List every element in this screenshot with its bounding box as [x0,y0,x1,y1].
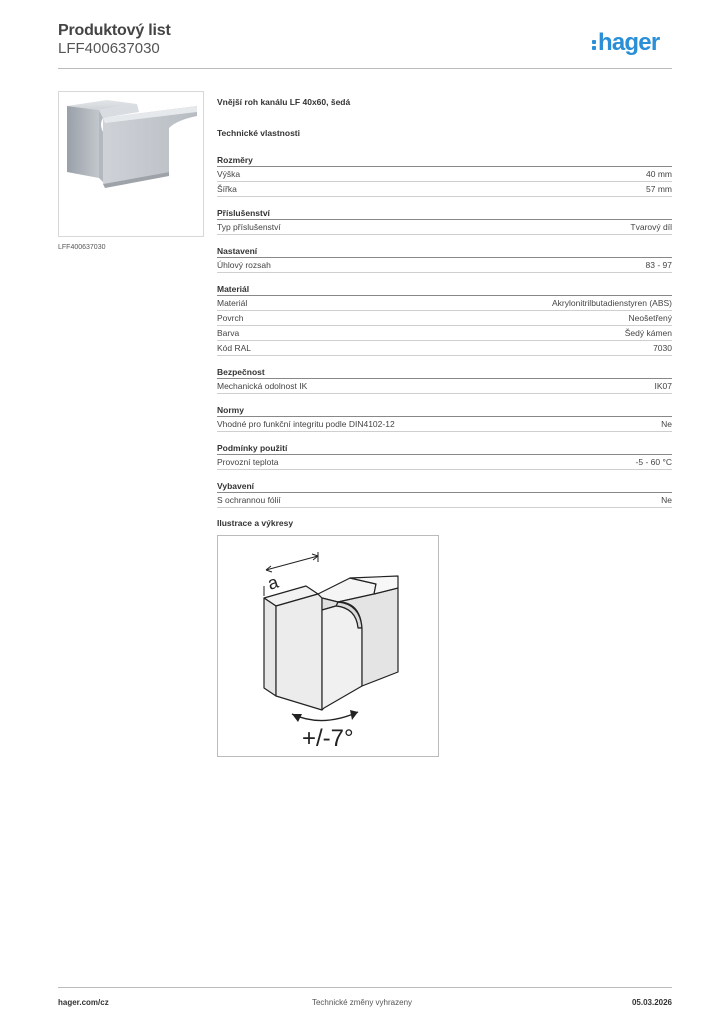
property-row [217,379,672,394]
property-row [217,493,672,508]
property-label: Provozní teplota [217,457,279,467]
property-value: Akrylonitrilbutadienstyren (ABS) [552,298,672,308]
property-value: Tvarový díl [630,222,672,232]
property-value: 7030 [653,343,672,353]
photo-caption: LFF400637030 [58,244,106,251]
property-row [217,455,672,470]
property-row [217,417,672,432]
technical-properties-heading: Technické vlastnosti [217,128,300,138]
product-details [217,97,672,757]
product-photo [58,91,204,237]
property-group-title: Materiál [217,283,672,296]
property-group [217,154,672,197]
logo-dots-icon [592,40,596,50]
property-label: Typ příslušenství [217,222,281,232]
product-code: LFF400637030 [58,40,160,57]
corner-drawing-svg [218,536,438,756]
property-row [217,258,672,273]
technical-drawing [217,535,439,757]
property-group-title: Normy [217,404,672,417]
property-group [217,366,672,394]
property-row [217,182,672,197]
hager-logo [592,28,659,58]
property-value: 40 mm [646,169,672,179]
property-group [217,207,672,235]
properties-table [217,154,672,508]
property-value: IK07 [654,381,672,391]
property-value: Ne [661,495,672,505]
footer-note: Technické změny vyhrazeny [311,998,413,1007]
property-label: Výška [217,169,241,179]
property-group-title: Rozměry [217,154,672,167]
property-value: Neošetřený [628,313,672,323]
dimension-label-a: a [265,571,281,594]
property-row [217,341,672,356]
property-label: Mechanická odolnost IK [217,381,308,391]
header-divider [58,68,672,69]
property-group [217,404,672,432]
property-row [217,296,672,311]
property-group-title: Příslušenství [217,207,672,220]
logo-text: hager [598,29,660,56]
corner-piece-image [59,92,203,236]
product-name: Vnější roh kanálu LF 40x60, šedá [217,97,351,107]
property-row [217,326,672,341]
property-value: -5 - 60 °C [635,457,672,467]
page-title: Produktový list [58,22,171,39]
property-row [217,167,672,182]
property-value: Ne [661,419,672,429]
property-group-title: Podmínky použití [217,442,672,455]
property-group [217,480,672,508]
footer-date: 05.03.2026 [631,998,672,1007]
property-row [217,220,672,235]
property-group-title: Bezpečnost [217,366,672,379]
angle-label: +/-7° [302,725,354,752]
footer-website[interactable]: hager.com/cz [58,998,109,1007]
property-label: Šířka [217,184,237,194]
property-label: Povrch [217,313,244,323]
property-label: Vhodné pro funkční integritu podle DIN4102-12 [217,419,395,429]
property-group [217,245,672,273]
property-label: Úhlový rozsah [217,260,271,270]
illustrations-heading: Ilustrace a výkresy [217,518,294,528]
property-label: Materiál [217,298,248,308]
property-value: 57 mm [646,184,672,194]
property-label: S ochrannou fólií [217,495,281,505]
property-value: Šedý kámen [624,328,672,338]
property-value: 83 - 97 [645,260,672,270]
property-label: Kód RAL [217,343,252,353]
property-label: Barva [217,328,240,338]
property-row [217,311,672,326]
property-group-title: Nastavení [217,245,672,258]
footer-divider [58,987,672,988]
property-group [217,442,672,470]
property-group [217,283,672,356]
property-group-title: Vybavení [217,480,672,493]
